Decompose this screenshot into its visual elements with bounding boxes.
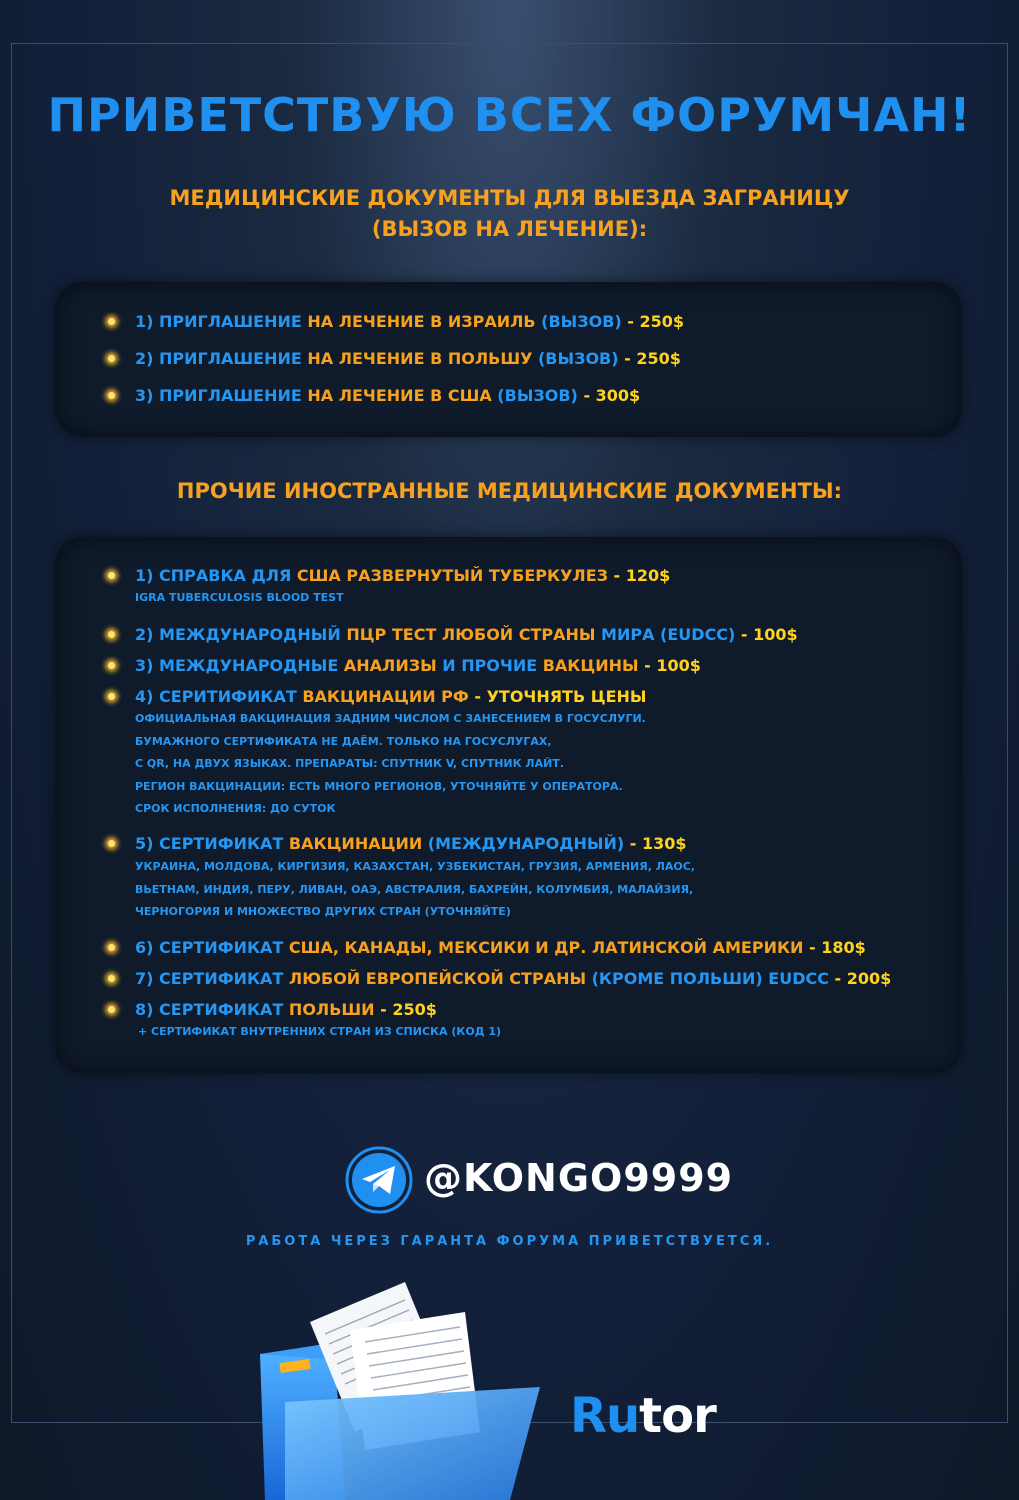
item-note: ОФИЦИАЛЬНАЯ ВАКЦИНАЦИЯ ЗАДНИМ ЧИСЛОМ С ЗАНЕСЕНИЕМ В ГОСУСЛУГИ.	[135, 712, 646, 725]
item-note: С QR, НА ДВУХ ЯЗЫКАХ. ПРЕПАРАТЫ: СПУТНИК V, СПУТНИК ЛАЙТ.	[135, 757, 564, 770]
price: 120$	[625, 566, 671, 585]
item-note: СРОК ИСПОЛНЕНИЯ: ДО СУТОК	[135, 802, 336, 815]
telegram-handle[interactable]: @KONGO9999	[424, 1156, 734, 1200]
item-note: + СЕРТИФИКАТ ВНУТРЕННИХ СТРАН ИЗ СПИСКА (КОД 1)	[138, 1025, 502, 1038]
folder-documents-icon	[255, 1282, 555, 1500]
list-item: 5) СЕРТИФИКАТ ВАКЦИНАЦИИ (МЕЖДУНАРОДНЫЙ) - 130$	[135, 834, 686, 853]
bullet-icon	[108, 693, 115, 700]
bullet-icon	[108, 944, 115, 951]
page-title: ПРИВЕТСТВУЮ ВСЕХ ФОРУМЧАН!	[47, 88, 972, 142]
item-note: РЕГИОН ВАКЦИНАЦИИ: ЕСТЬ МНОГО РЕГИОНОВ, УТОЧНЯЙТЕ У ОПЕРАТОРА.	[135, 779, 623, 793]
list-item: 3) ПРИГЛАШЕНИЕ НА ЛЕЧЕНИЕ В США (ВЫЗОВ) - 300$	[135, 386, 640, 405]
list-item: 3) МЕЖДУНАРОДНЫЕ АНАЛИЗЫ И ПРОЧИЕ ВАКЦИНЫ - 100$	[135, 656, 701, 675]
bullet-icon	[108, 392, 115, 399]
item-note: ЧЕРНОГОРИЯ И МНОЖЕСТВО ДРУГИХ СТРАН (УТОЧНЯЙТЕ)	[135, 905, 511, 918]
price: УТОЧНЯТЬ ЦЕНЫ	[486, 687, 647, 706]
rutor-logo: Rutor	[570, 1388, 716, 1444]
telegram-icon[interactable]	[345, 1146, 413, 1214]
item-note: ВЬЕТНАМ, ИНДИЯ, ПЕРУ, ЛИВАН, ОАЭ, АВСТРАЛИЯ, БАХРЕЙН, КОЛУМБИЯ, МАЛАЙЗИЯ,	[135, 882, 694, 896]
list-item: 4) СЕРИТИФИКАТ ВАКЦИНАЦИИ РФ - УТОЧНЯТЬ ЦЕНЫ	[135, 687, 646, 706]
bullet-icon	[108, 662, 115, 669]
bullet-icon	[108, 631, 115, 638]
price: 130$	[641, 834, 687, 853]
list-item: 2) ПРИГЛАШЕНИЕ НА ЛЕЧЕНИЕ В ПОЛЬШУ (ВЫЗОВ) - 250$	[135, 349, 681, 368]
list-item: 6) СЕРТИФИКАТ США, КАНАДЫ, МЕКСИКИ И ДР. ЛАТИНСКОЙ АМЕРИКИ - 180$	[135, 938, 866, 957]
section2-heading: ПРОЧИЕ ИНОСТРАННЫЕ МЕДИЦИНСКИЕ ДОКУМЕНТЫ:	[176, 479, 843, 503]
bullet-icon	[108, 975, 115, 982]
section1-heading	[0, 183, 1019, 245]
list-item: 1) СПРАВКА ДЛЯ США РАЗВЕРНУТЫЙ ТУБЕРКУЛЕЗ - 120$	[135, 566, 670, 585]
price: 100$	[656, 656, 701, 675]
section1-heading-line2: (ВЫЗОВ НА ЛЕЧЕНИЕ):	[371, 217, 648, 241]
list-item: 1) ПРИГЛАШЕНИЕ НА ЛЕЧЕНИЕ В ИЗРАИЛЬ (ВЫЗОВ) - 250$	[135, 312, 684, 331]
price: 250$	[636, 349, 681, 368]
item-note: УКРАИНА, МОЛДОВА, КИРГИЗИЯ, КАЗАХСТАН, УЗБЕКИСТАН, ГРУЗИЯ, АРМЕНИЯ, ЛАОС,	[135, 860, 695, 873]
list-item: 8) СЕРТИФИКАТ ПОЛЬШИ - 250$	[135, 1000, 437, 1019]
guarantee-note: РАБОТА ЧЕРЕЗ ГАРАНТА ФОРУМА ПРИВЕТСТВУЕТСЯ.	[245, 1234, 774, 1249]
list-item: 7) СЕРТИФИКАТ ЛЮБОЙ ЕВРОПЕЙСКОЙ СТРАНЫ (КРОМЕ ПОЛЬШИ) EUDCC - 200$	[135, 969, 891, 988]
section1-heading-line1: МЕДИЦИНСКИЕ ДОКУМЕНТЫ ДЛЯ ВЫЕЗДА ЗАГРАНИЦУ	[169, 186, 850, 210]
price: 200$	[846, 969, 892, 988]
bullet-icon	[108, 572, 115, 579]
bullet-icon	[108, 318, 115, 325]
price: 100$	[753, 625, 798, 644]
item-note: IGRA TUBERCULOSIS BLOOD TEST	[135, 591, 344, 604]
price: 180$	[821, 938, 866, 957]
item-note: БУМАЖНОГО СЕРТИФИКАТА НЕ ДАЁМ. ТОЛЬКО НА ГОСУСЛУГАХ,	[135, 734, 552, 748]
bullet-icon	[108, 1006, 115, 1013]
list-item: 2) МЕЖДУНАРОДНЫЙ ПЦР ТЕСТ ЛЮБОЙ СТРАНЫ МИРА (EUDCC) - 100$	[135, 625, 798, 644]
price: 250$	[392, 1000, 437, 1019]
price: 300$	[595, 386, 641, 405]
bullet-icon	[108, 355, 115, 362]
price: 250$	[639, 312, 685, 331]
bullet-icon	[108, 840, 115, 847]
